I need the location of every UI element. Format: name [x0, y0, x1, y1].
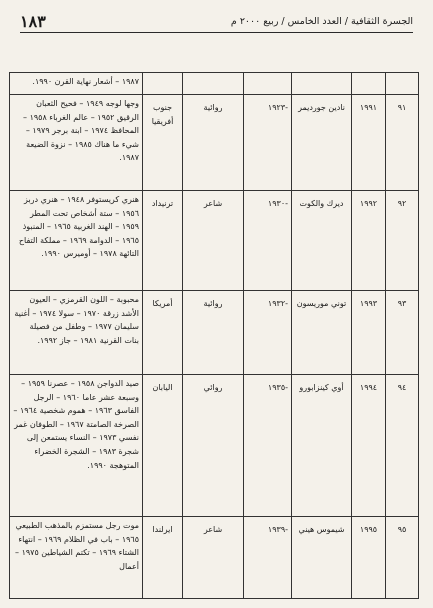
work-title: تكتم الشياطين ١٩٧٥ – [15, 548, 90, 557]
table-row [10, 375, 419, 517]
birth-year-cell: -١٩٣٠ [244, 191, 292, 291]
work-title: موت رجل مستمزم بالمذهب الطبيعي ١٩٦٥ – [16, 521, 139, 544]
entry-number-cell: ٩٢ [386, 191, 419, 291]
prize-year-cell [352, 73, 386, 95]
literary-genre-cell [183, 73, 244, 95]
works-cell [10, 95, 143, 191]
country-cell: ايرلندا [143, 517, 183, 599]
work-title: المحافظ ١٩٧٤ – [82, 126, 139, 135]
laureate-name-cell: نادين جورديمر [292, 95, 352, 191]
work-title: أوميرس ١٩٩٠. [41, 249, 91, 259]
prize-year-cell: ١٩٩٣ [352, 291, 386, 375]
work-title: صيد الدواجن ١٩٥٨ – [68, 379, 139, 388]
work-title: أغنية سليمان ١٩٧٧ – [14, 309, 139, 332]
prize-year-cell: ١٩٩٢ [352, 191, 386, 291]
work-title: الهند الغربية ١٩٦٥ – [45, 222, 113, 231]
journal-title: الجسرة الثقافية / العدد الخامس / ربيع ٢٠٠٠ م [230, 15, 413, 27]
country-cell: جنوب أفريقيا [143, 95, 183, 191]
table-row [10, 291, 419, 375]
literary-genre-cell: شاعر [183, 517, 244, 599]
work-title: سولا ١٩٧٤ – [30, 309, 74, 318]
work-title: ابنة برجر ١٩٧٩ – [26, 126, 82, 135]
country-cell: اليابان [143, 375, 183, 517]
entry-number-cell: ٩٣ [386, 291, 419, 375]
work-title: باب في الظلام ١٩٦٩ – [35, 535, 113, 544]
page-header [20, 10, 413, 33]
work-title: الصرخة الصامتة ١٩٦٧ – [57, 420, 139, 429]
entry-number-cell: ٩١ [386, 95, 419, 191]
literary-genre-cell: شاعر [183, 191, 244, 291]
work-title: هنري دربز ١٩٥٦ – [24, 195, 139, 218]
literary-genre-cell: روائية [183, 95, 244, 191]
works-cell [10, 73, 143, 95]
work-title: محبوبة – [107, 295, 139, 304]
country-cell: ترنيداد [143, 191, 183, 291]
table-row [10, 191, 419, 291]
work-title: عالم الغرباء ١٩٥٨ – [23, 113, 88, 122]
work-title: الشجرة الخضراء المتوهجة ١٩٩٠. [34, 446, 139, 470]
entry-number-cell: ٩٤ [386, 375, 419, 517]
laureate-name-cell: أوي كينزابورو [292, 375, 352, 517]
work-title: ستة أشخاص تحت المطر ١٩٥٩ – [30, 209, 139, 232]
work-title: وجها لوجه ١٩٤٩ – [77, 99, 139, 108]
work-title: النساء يستمعن إلى شجرة ١٩٨٣ – [27, 433, 139, 456]
work-title: الرجل الفاسق ١٩٦٣ – [34, 393, 139, 416]
country-cell: أمريكا [143, 291, 183, 375]
birth-year-cell [244, 73, 292, 95]
work-title: العيون الأشد زرقة ١٩٧٠ – [29, 295, 139, 318]
laureate-name-cell: ديرك والكوت [292, 191, 352, 291]
work-title: وسبعة عشر عاما ١٩٦٠ – [54, 393, 139, 402]
birth-year-cell: -١٩٢٣ [244, 95, 292, 191]
laureate-name-cell [292, 73, 352, 95]
work-title: نزوة الضيعة ١٩٨٧. [26, 139, 139, 163]
works-cell [10, 191, 143, 291]
work-title: مملكة التفاح التائهة ١٩٧٨ – [19, 236, 139, 259]
birth-year-cell: -١٩٣٥ [244, 375, 292, 517]
birth-year-cell: -١٩٣٩ [244, 517, 292, 599]
country-cell [143, 73, 183, 95]
work-title: أعمال [119, 561, 139, 571]
table-row [10, 517, 419, 599]
literary-genre-cell: روائي [183, 375, 244, 517]
prize-year-cell: ١٩٩٤ [352, 375, 386, 517]
entry-number-cell [386, 73, 419, 95]
page-number: ١٨٣ [20, 11, 46, 31]
laureate-name-cell: شيموس هيني [292, 517, 352, 599]
nobel-laureates-table [9, 72, 419, 599]
birth-year-cell: -١٩٣٢ [244, 291, 292, 375]
work-title: هموم شخصية ١٩٦٤ – [13, 406, 85, 415]
work-title: هنري كريستوفر ١٩٤٨ – [58, 195, 139, 204]
work-title: اللون القرمزي – [50, 295, 107, 304]
work-title: المنبوذ ١٩٦٥ – [23, 222, 139, 245]
work-title: الدوامة ١٩٦٩ – [60, 236, 112, 245]
works-cell [10, 517, 143, 599]
prize-year-cell: ١٩٩١ [352, 95, 386, 191]
work-title: فحيح الثعبان الرقيق ١٩٥٢ – [36, 99, 139, 122]
work-title: جاز ١٩٩٢. [37, 335, 71, 345]
prize-year-cell: ١٩٩٥ [352, 517, 386, 599]
entry-number-cell: ٩٥ [386, 517, 419, 599]
laureate-name-cell: توني موريسون [292, 291, 352, 375]
literary-genre-cell: روائية [183, 291, 244, 375]
work-title: وطفل من فصيلة بنات القرنية ١٩٨١ – [30, 322, 139, 345]
work-title: عصرنا ١٩٥٩ – [21, 379, 68, 388]
work-title: ١٩٨٧ – أشعار نهاية القرن ١٩٩٠. [32, 77, 139, 86]
work-title: الطوفان غمر نفسي ١٩٧٣ – [14, 420, 139, 443]
table-row [10, 73, 419, 95]
works-cell [10, 375, 143, 517]
works-cell [10, 291, 143, 375]
work-title: شيء ما هناك ١٩٨٥ – [66, 140, 139, 149]
work-title: انتهاء الشتاء ١٩٦٩ – [18, 535, 139, 558]
table-row [10, 95, 419, 191]
